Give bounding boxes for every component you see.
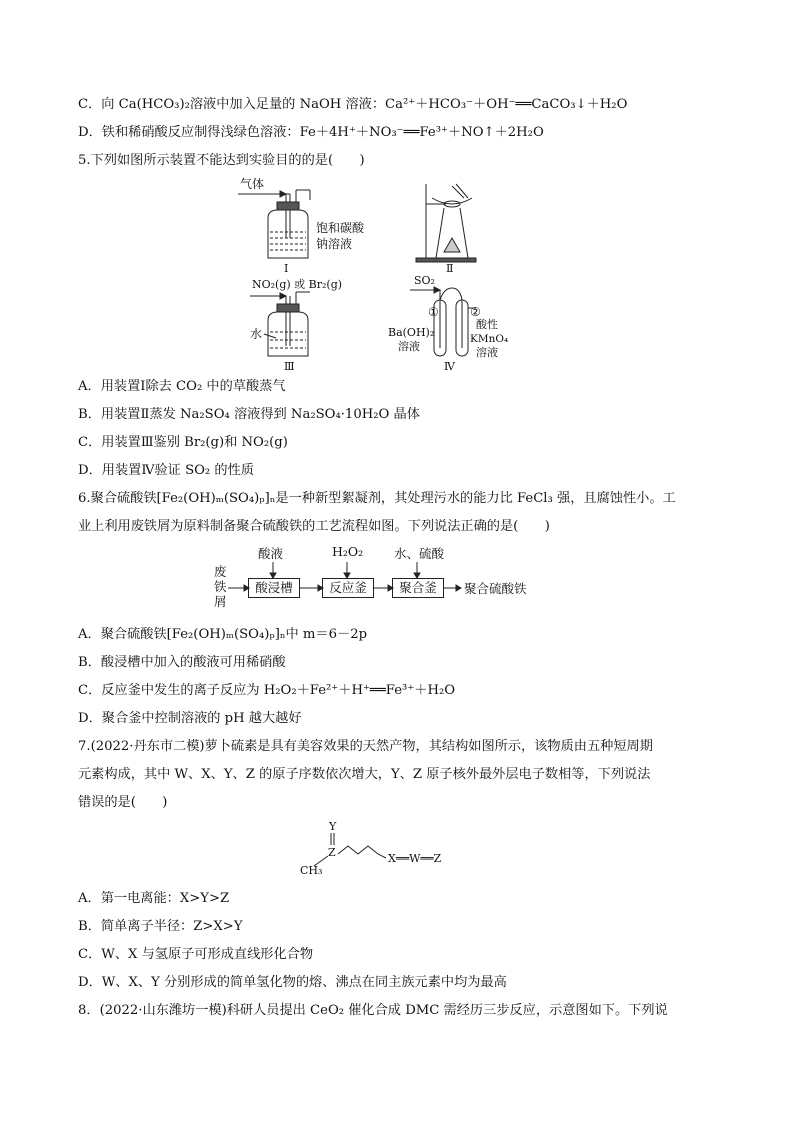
q8-stem-line-1: 8．(2022·山东潍坊一模)科研人员提出 CeO₂ 催化合成 DMC 需经历三步反应，示意图如下。下列说 [78, 1003, 668, 1018]
q6-stem-line-1: 6.聚合硫酸铁[Fe₂(OH)ₘ(SO₄)ₚ]ₙ是一种新型絮凝剂，其处理污水的能力比 FeCl₃ 强，且腐蚀性小。工 [78, 491, 676, 506]
tube1-label: ① [428, 305, 439, 319]
flow-box-reactor: 反应釜 [322, 578, 374, 598]
flow-box-polymerizer: 聚合釜 [392, 578, 444, 598]
roman-3: Ⅲ [284, 360, 295, 372]
q6-option-c: C．反应釜中发生的离子反应为 H₂O₂＋Fe²⁺＋H⁺══Fe³⁺＋H₂O [78, 683, 456, 698]
q5-option-c: C．用装置Ⅲ鉴别 Br₂(g)和 NO₂(g) [78, 435, 288, 450]
gas-label: 气体 [240, 177, 265, 191]
q7-structure-figure [292, 818, 462, 880]
flow-reagent-2: H₂O₂ [332, 544, 364, 559]
bottle1-label-1: 饱和碳酸 [316, 221, 365, 235]
q6-option-a: A．聚合硫酸铁[Fe₂(OH)ₘ(SO₄)ₚ]ₙ中 m＝6－2p [78, 627, 368, 642]
struct-y: Y [329, 820, 337, 833]
flow-reagent-3: 水、硫酸 [394, 546, 445, 561]
roman-1: Ⅰ [284, 262, 289, 275]
roman-2: Ⅱ [446, 262, 454, 275]
apparatus-1 [238, 176, 365, 275]
q6-option-b: B．酸浸槽中加入的酸液可用稀硝酸 [78, 655, 286, 670]
q7-stem-line-3: 错误的是( ) [78, 795, 168, 810]
bottle1-label-2: 钠溶液 [316, 237, 353, 251]
struct-z: Z [328, 846, 336, 859]
q7-stem-line-2: 元素构成，其中 W、X、Y、Z 的原子序数依次增大，Y、Z 原子核外最外层电子数相等，下列说法 [78, 767, 651, 782]
so2-label: SO₂ [414, 274, 435, 287]
q7-option-c: C．W、X 与氢原子可形成直线形化合物 [78, 947, 314, 962]
q6-option-d: D．聚合釜中控制溶液的 pH 越大越好 [78, 711, 302, 726]
tube2-label: ② [470, 305, 481, 319]
flow-product: 聚合硫酸铁 [464, 581, 527, 596]
q5-apparatus-figure [230, 176, 530, 372]
q6-stem-line-2: 业上利用废铁屑为原料制备聚合硫酸铁的工艺流程如图。下列说法正确的是( ) [78, 519, 550, 534]
q4-option-d: D．铁和稀硝酸反应制得浅绿色溶液：Fe＋4H⁺＋NO₃⁻══Fe³⁺＋NO↑＋2H₂O [78, 125, 544, 140]
q5-option-b: B．用装置Ⅱ蒸发 Na₂SO₄ 溶液得到 Na₂SO₄·10H₂O 晶体 [78, 407, 420, 422]
struct-ch3: CH₃ [300, 864, 323, 877]
apparatus-3 [250, 278, 342, 372]
struct-tail: X══W══Z [388, 852, 442, 865]
q5-option-d: D．用装置Ⅳ验证 SO₂ 的性质 [78, 463, 254, 478]
water-label: 水 [250, 327, 263, 341]
q7-option-d: D．W、X、Y 分别形成的简单氢化物的熔、沸点在同主族元素中均为最高 [78, 975, 507, 990]
q5-stem: 5.下列如图所示装置不能达到实验目的的是( ) [78, 153, 365, 168]
flow-input-3: 屑 [214, 594, 227, 609]
kmno4-label-3: 溶液 [476, 346, 498, 359]
q6-flow-diagram [208, 540, 548, 612]
flow-input-1: 废 [214, 564, 227, 579]
flow-input-2: 铁 [214, 579, 227, 594]
q7-stem-line-1: 7.(2022·丹东市二模)萝卜硫素是具有美容效果的天然产物，其结构如图所示，该物质由五种短周期 [78, 739, 653, 754]
q7-option-a: A．第一电离能：X>Y>Z [78, 891, 230, 906]
apparatus-4 [388, 274, 508, 372]
q4-option-c: C．向 Ca(HCO₃)₂溶液中加入足量的 NaOH 溶液：Ca²⁺＋HCO₃⁻＋OH⁻══CaCO₃↓＋H₂O [78, 97, 628, 112]
apparatus-2 [416, 184, 476, 275]
flow-arrows [208, 540, 548, 612]
flow-reagent-1: 酸液 [258, 546, 284, 561]
roman-4: Ⅳ [444, 360, 455, 372]
baoh-label-1: Ba(OH)₂ [388, 326, 435, 339]
baoh-label-2: 溶液 [398, 340, 420, 353]
kmno4-label-2: KMnO₄ [470, 333, 509, 345]
gas3-label: NO₂(g) 或 Br₂(g) [252, 278, 343, 291]
kmno4-label-1: 酸性 [476, 318, 498, 331]
q7-option-b: B．简单离子半径：Z>X>Y [78, 919, 243, 934]
q5-option-a: A．用装置Ⅰ除去 CO₂ 中的草酸蒸气 [78, 379, 286, 394]
flow-box-acid-tank: 酸浸槽 [248, 578, 300, 598]
